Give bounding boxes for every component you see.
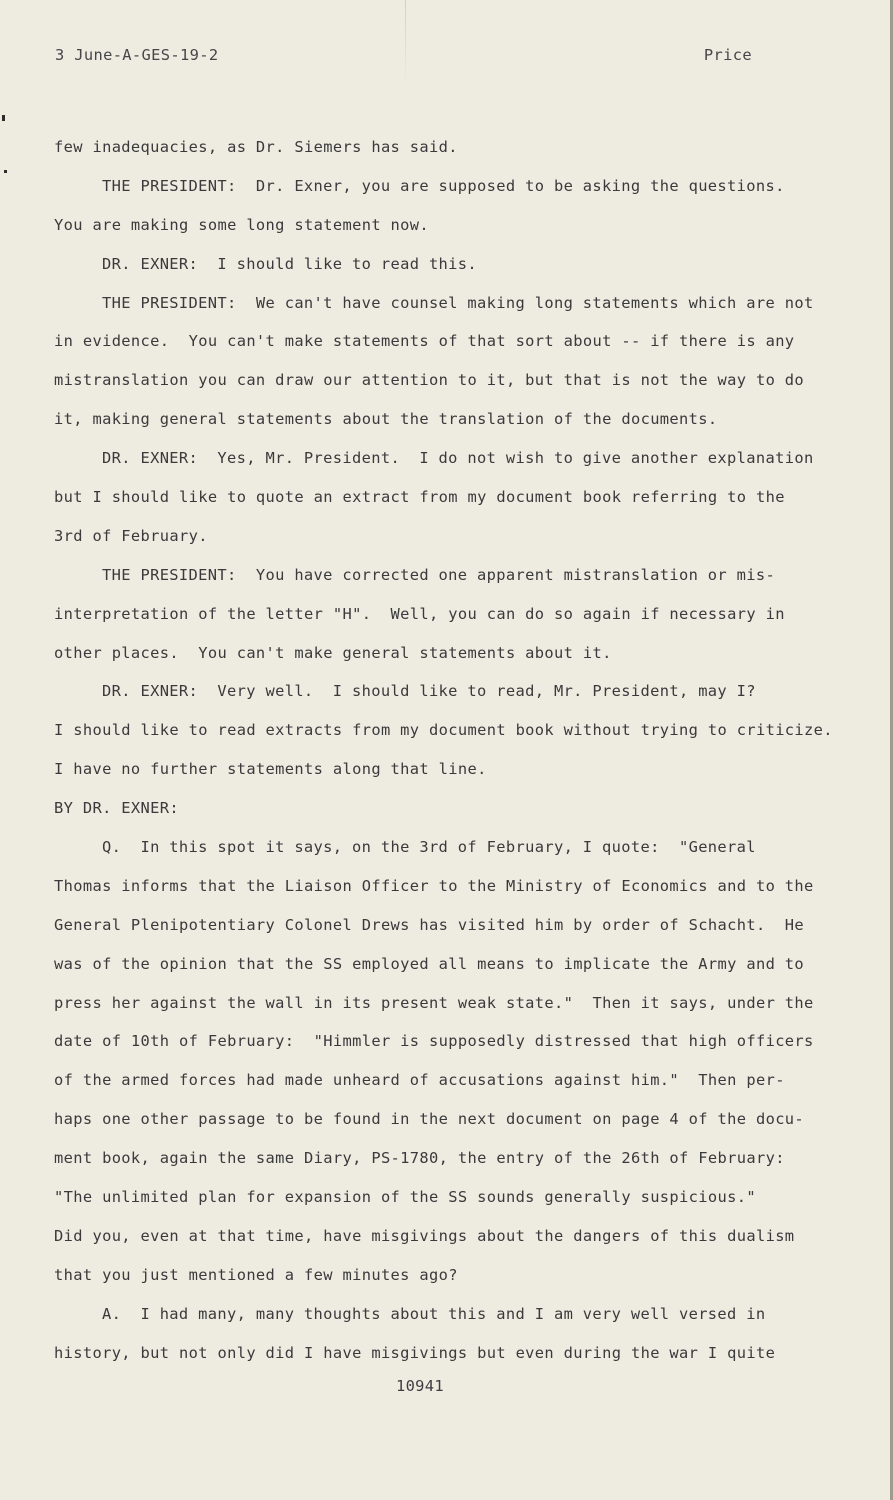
transcript-line: ment book, again the same Diary, PS-1780, the entry of the 26th of February: [54, 1149, 785, 1168]
transcript-line: interpretation of the letter "H". Well, you can do so again if necessary in [54, 604, 785, 623]
transcript-line: THE PRESIDENT: We can't have counsel making long statements which are not [102, 293, 814, 312]
transcript-line: DR. EXNER: Very well. I should like to read, Mr. President, may I? [102, 682, 756, 701]
transcript-line: I should like to read extracts from my document book without trying to criticize. [54, 721, 833, 740]
transcript-line: A. I had many, many thoughts about this and I am very well versed in [102, 1304, 766, 1323]
transcript-line: "The unlimited plan for expansion of the SS sounds generally suspicious." [54, 1188, 756, 1207]
transcript-line: I have no further statements along that line. [54, 760, 487, 779]
transcript-line: date of 10th of February: "Himmler is supposedly distressed that high officers [54, 1032, 814, 1051]
transcript-line: 3rd of February. [54, 526, 208, 545]
transcript-line: press her against the wall in its present weak state." Then it says, under the [54, 993, 814, 1012]
transcript-line: in evidence. You can't make statements of that sort about -- if there is any [54, 332, 795, 351]
page-fold-shadow [405, 0, 406, 90]
transcript-line: mistranslation you can draw our attention to it, but that is not the way to do [54, 371, 805, 390]
margin-mark [2, 115, 5, 121]
transcript-line: BY DR. EXNER: [54, 799, 180, 818]
transcript-line: was of the opinion that the SS employed all means to implicate the Army and to [54, 954, 805, 973]
transcript-line: Thomas informs that the Liaison Officer to the Ministry of Economics and to the [54, 876, 814, 895]
transcript-line: that you just mentioned a few minutes ago? [54, 1265, 458, 1284]
transcript-line: General Plenipotentiary Colonel Drews has visited him by order of Schacht. He [54, 915, 805, 934]
transcript-line: DR. EXNER: I should like to read this. [102, 254, 478, 273]
page-number: 10941 [395, 1377, 445, 1395]
transcript-line: it, making general statements about the translation of the documents. [54, 410, 718, 429]
transcript-line: of the armed forces had made unheard of accusations against him." Then per- [54, 1071, 785, 1090]
transcript-body [54, 135, 844, 1380]
transcript-line: few inadequacies, as Dr. Siemers has said. [54, 138, 458, 156]
transcript-line: You are making some long statement now. [54, 215, 430, 234]
transcript-line: THE PRESIDENT: You have corrected one apparent mistranslation or mis- [102, 565, 776, 584]
transcript-line: haps one other passage to be found in the next document on page 4 of the docu- [54, 1110, 805, 1129]
header-witness-name: Price [703, 46, 752, 64]
transcript-line: history, but not only did I have misgivings but even during the war I quite [54, 1343, 776, 1362]
transcript-line: THE PRESIDENT: Dr. Exner, you are supposed to be asking the questions. [102, 176, 785, 195]
transcript-line: but I should like to quote an extract from my document book referring to the [54, 488, 785, 507]
margin-mark [4, 170, 7, 173]
transcript-line: other places. You can't make general statements about it. [54, 643, 612, 662]
page-header [55, 46, 752, 64]
transcript-line: Did you, even at that time, have misgivings about the dangers of this dualism [54, 1226, 795, 1245]
transcript-line: Q. In this spot it says, on the 3rd of February, I quote: "General [102, 838, 756, 857]
header-reference: 3 June-A-GES-19-2 [55, 46, 219, 64]
transcript-line: DR. EXNER: Yes, Mr. President. I do not wish to give another explanation [102, 449, 814, 468]
